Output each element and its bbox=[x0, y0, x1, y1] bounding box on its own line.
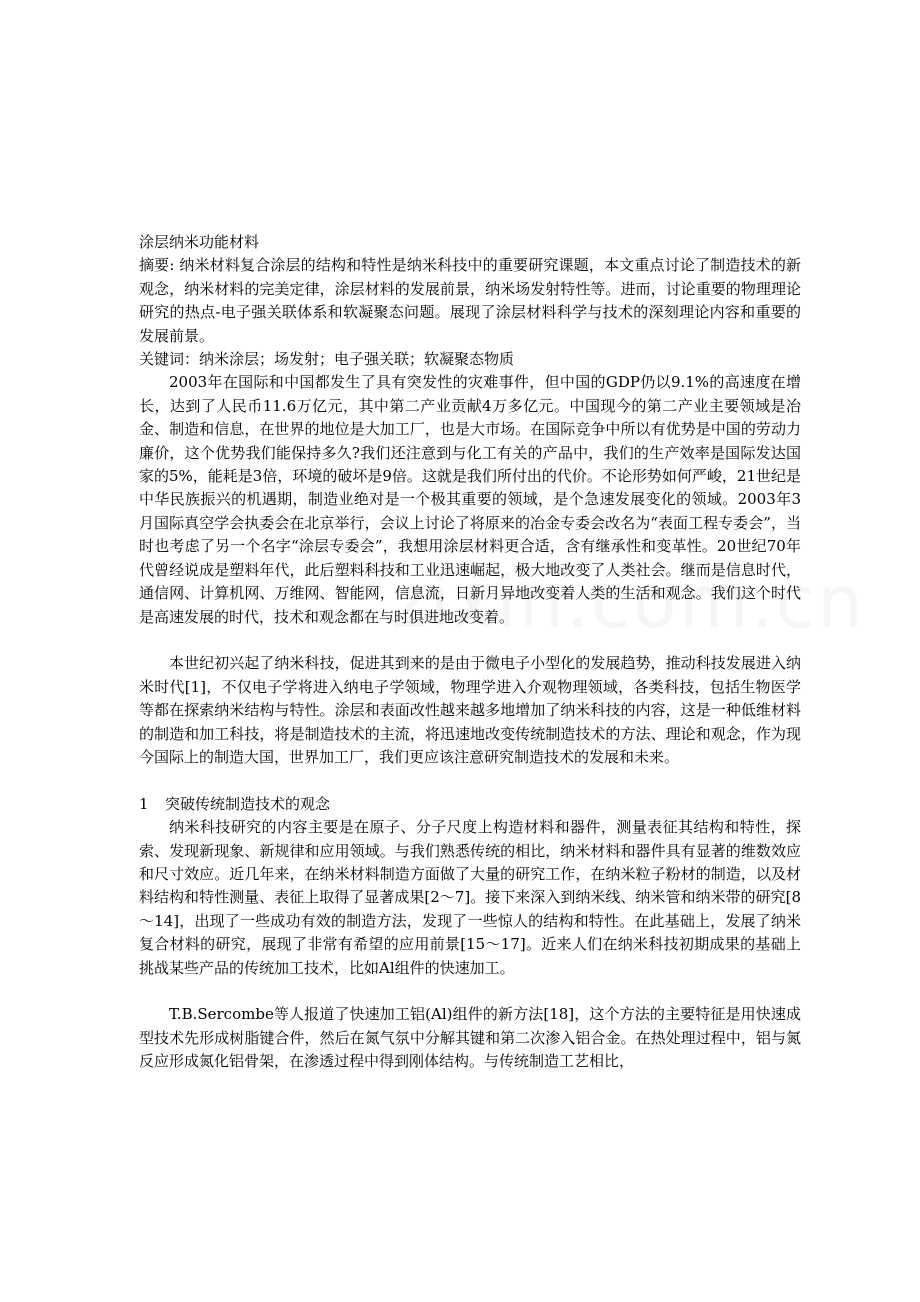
section-title: 突破传统制造技术的观念 bbox=[165, 794, 331, 813]
paragraph-intro-1: 2003年在国际和中国都发生了具有突发性的灾难事件，但中国的GDP仍以9.1%的高速度在增长，达到了人民币11.6万亿元，其中第二产业贡献4万多亿元。中国现今的第二产业主要领域是冶金、制造和信息，在世界的地位是大加工厂，也是大市场。在国际竞争中所以有优势是中国的劳动力廉价，这个优势我们能保持多久?我们还注意到与化工有关的产品中，我们的生产效率是国际发达国家的5%，能耗是3倍，环境的破坏是9倍。这就是我们所付出的代价。不论形势如何严峻，21世纪是中华民族振兴的机遇期，制造业绝对是一个极其重要的领域，是个急速发展变化的领域。2003年3月国际真空学会执委会在北京举行，会议上讨论了将原来的冶金专委会改名为“表面工程专委会”，当时也考虑了另一个名字“涂层专委会”，我想用涂层材料更合适，含有继承性和变革性。20世纪70年代曾经说成是塑料年代，此后塑料科技和工业迅速崛起，极大地改变了人类社会。继而是信息时代，通信网、计算机网、万维网、智能网，信息流，日新月异地改变着人类的生活和观念。我们这个时代是高速发展的时代，技术和观念都在与时俱进地改变着。 bbox=[139, 373, 801, 626]
section-number: 1 bbox=[139, 794, 149, 813]
paragraph-section1-1: 纳米科技研究的内容主要是在原子、分子尺度上构造材料和器件，测量表征其结构和特性，探索、发现新现象、新规律和应用领域。与我们熟悉传统的相比，纳米材料和器件具有显著的维数效应和尺寸效应。近几年来，在纳米材料制造方面做了大量的研究工作，在纳米粒子粉材的制造，以及材料结构和特性测量、表征上取得了显著成果[2～7]。接下来深入到纳米线、纳米管和纳米带的研究[8～14]，出现了一些成功有效的制造方法，发现了一些惊人的结构和特性。在此基础上，发展了纳米复合材料的研究，展现了非常有希望的应用前景[15～17]。近来人们在纳米科技初期成果的基础上挑战某些产品的传统加工技术，比如Al组件的快速加工。 bbox=[139, 818, 801, 977]
paragraph-intro-2: 本世纪初兴起了纳米科技，促进其到来的是由于微电子小型化的发展趋势，推动科技发展进入纳米时代[1]，不仅电子学将进入纳电子学领域，物理学进入介观物理领域，各类科技，包括生物医学等都在探索纳米结构与特性。涂层和表面改性越来越多地增加了纳米科技的内容，这是一种低维材料的制造和加工科技，将是制造技术的主流，将迅速地改变传统制造技术的方法、理论和观念，作为现今国际上的制造大国，世界加工厂，我们更应该注意研究制造技术的发展和未来。 bbox=[139, 654, 801, 766]
keywords: 关键词：纳米涂层；场发射；电子强关联；软凝聚态物质 bbox=[139, 350, 515, 369]
paragraph-gap bbox=[139, 980, 801, 1003]
document-body bbox=[139, 231, 801, 1074]
section-heading bbox=[139, 793, 801, 816]
paragraph-gap bbox=[139, 769, 801, 792]
abstract: 摘要: 纳米材料复合涂层的结构和特性是纳米科技中的重要研究课题，本文重点讨论了制造技术的新观念，纳米材料的完美定律，涂层材料的发展前景，纳米场发射特性等。进而，讨论重要的物理理论研究的热点-电子强关联体系和软凝聚态问题。展现了涂层材料科学与技术的深刻理论内容和重要的发展前景。 bbox=[139, 256, 801, 345]
paragraph-gap bbox=[139, 629, 801, 652]
document-title: 涂层纳米功能材料 bbox=[139, 233, 260, 251]
paragraph-section1-2: T.B.Sercombe等人报道了快速加工铝(Al)组件的新方法[18]，这个方法的主要特征是用快速成型技术先形成树脂键合件，然后在氮气氛中分解其键和第二次渗入铝合金。在热处理过程中，铝与氮反应形成氮化铝骨架，在渗透过程中得到刚体结构。与传统制造工艺相比， bbox=[139, 1005, 801, 1071]
